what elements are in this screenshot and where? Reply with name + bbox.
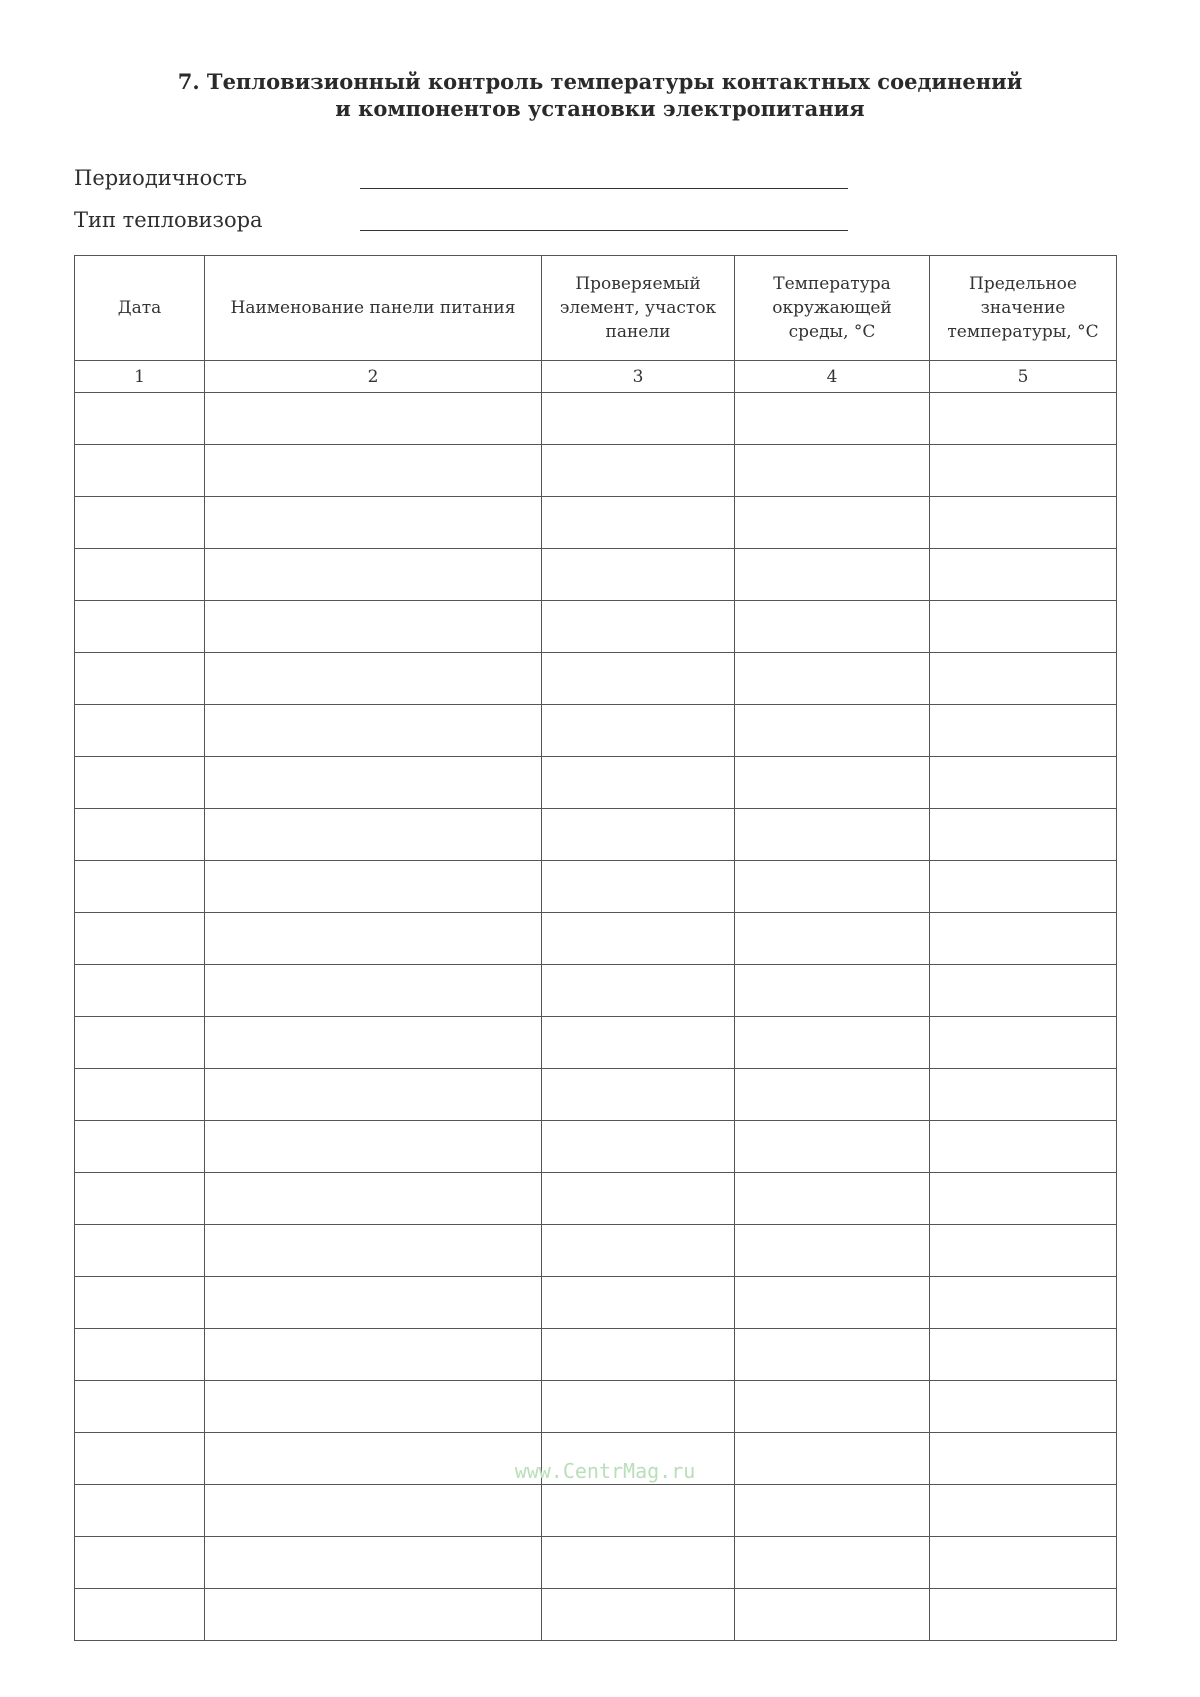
table-row — [75, 1485, 1117, 1537]
table-row — [75, 1173, 1117, 1225]
table-cell[interactable] — [542, 965, 735, 1017]
periodicity-label: Периодичность — [74, 166, 248, 190]
table-cell[interactable] — [75, 1329, 205, 1381]
table-cell[interactable] — [930, 393, 1117, 445]
table-cell[interactable] — [75, 1069, 205, 1121]
header-checked-element: Проверяемый элемент, участок панели — [542, 256, 735, 361]
table-row — [75, 1381, 1117, 1433]
table-cell[interactable] — [735, 393, 930, 445]
thermal-imager-type-field — [74, 206, 854, 240]
table-cell[interactable] — [75, 445, 205, 497]
table-row — [75, 1069, 1117, 1121]
table-cell[interactable] — [735, 1225, 930, 1277]
table-cell[interactable] — [735, 601, 930, 653]
table-cell[interactable] — [930, 1173, 1117, 1225]
table-cell[interactable] — [930, 1537, 1117, 1589]
watermark: www.CentrMag.ru — [514, 1459, 696, 1483]
table-cell[interactable] — [930, 757, 1117, 809]
table-cell[interactable] — [930, 809, 1117, 861]
table-cell[interactable] — [735, 653, 930, 705]
table-row — [75, 809, 1117, 861]
table-cell[interactable] — [930, 1589, 1117, 1641]
table-cell[interactable] — [75, 549, 205, 601]
table-cell[interactable] — [735, 1069, 930, 1121]
table-row — [75, 705, 1117, 757]
table-cell[interactable] — [75, 1381, 205, 1433]
table-cell[interactable] — [930, 861, 1117, 913]
table-cell[interactable] — [542, 1069, 735, 1121]
table-cell[interactable] — [930, 1329, 1117, 1381]
header-limit-temperature: Предельное значение температуры, °С — [930, 256, 1117, 361]
table-cell[interactable] — [205, 1589, 542, 1641]
table-cell[interactable] — [542, 1329, 735, 1381]
table-cell[interactable] — [75, 1277, 205, 1329]
table-cell[interactable] — [205, 809, 542, 861]
table-row — [75, 1017, 1117, 1069]
table-cell[interactable] — [75, 653, 205, 705]
table-cell[interactable] — [542, 809, 735, 861]
table-cell[interactable] — [542, 1485, 735, 1537]
table-cell[interactable] — [205, 1329, 542, 1381]
table-cell[interactable] — [735, 965, 930, 1017]
table-cell[interactable] — [205, 913, 542, 965]
table-row — [75, 757, 1117, 809]
table-cell[interactable] — [75, 393, 205, 445]
table-cell[interactable] — [542, 1173, 735, 1225]
table-cell[interactable] — [205, 1121, 542, 1173]
table-cell[interactable] — [75, 1225, 205, 1277]
table-cell[interactable] — [205, 497, 542, 549]
table-row — [75, 653, 1117, 705]
table-cell[interactable] — [735, 913, 930, 965]
table-cell[interactable] — [542, 653, 735, 705]
table-cell[interactable] — [735, 549, 930, 601]
table-row — [75, 601, 1117, 653]
page-title-line-2: и компонентов установки электропитания — [335, 96, 865, 121]
table-cell[interactable] — [205, 1017, 542, 1069]
table-row — [75, 393, 1117, 445]
table-cell[interactable] — [542, 1017, 735, 1069]
table-cell[interactable] — [930, 1485, 1117, 1537]
table-cell[interactable] — [75, 913, 205, 965]
thermal-inspection-log-table — [74, 255, 1117, 1641]
table-cell[interactable] — [735, 497, 930, 549]
thermal-imager-type-label: Тип тепловизора — [74, 208, 263, 232]
table-cell[interactable] — [75, 1485, 205, 1537]
table-row — [75, 913, 1117, 965]
table-cell[interactable] — [735, 1589, 930, 1641]
table-cell[interactable] — [542, 705, 735, 757]
column-number: 1 — [75, 361, 205, 393]
table-cell[interactable] — [75, 601, 205, 653]
table-cell[interactable] — [75, 861, 205, 913]
header-ambient-temperature: Температура окружающей среды, °С — [735, 256, 930, 361]
table-cell[interactable] — [542, 861, 735, 913]
table-cell[interactable] — [205, 757, 542, 809]
table-row — [75, 497, 1117, 549]
table-cell[interactable] — [735, 1017, 930, 1069]
table-cell[interactable] — [205, 1485, 542, 1537]
table-cell[interactable] — [75, 809, 205, 861]
table-cell[interactable] — [205, 1381, 542, 1433]
thermal-imager-type-blank-line[interactable] — [360, 230, 848, 231]
table-row — [75, 1225, 1117, 1277]
table-row — [75, 445, 1117, 497]
table-cell[interactable] — [75, 497, 205, 549]
table-cell[interactable] — [930, 497, 1117, 549]
table-cell[interactable] — [205, 393, 542, 445]
table-cell[interactable] — [205, 1277, 542, 1329]
table-row — [75, 1589, 1117, 1641]
table-cell[interactable] — [542, 1537, 735, 1589]
table-cell[interactable] — [205, 1225, 542, 1277]
page-title — [0, 68, 1200, 122]
table-cell[interactable] — [205, 445, 542, 497]
column-number: 5 — [930, 361, 1117, 393]
table-cell[interactable] — [205, 705, 542, 757]
table-header-row — [75, 256, 1117, 361]
column-number-row — [75, 361, 1117, 393]
table-cell[interactable] — [205, 1173, 542, 1225]
table-cell[interactable] — [75, 1589, 205, 1641]
table-cell[interactable] — [75, 757, 205, 809]
table-cell[interactable] — [735, 1329, 930, 1381]
table-cell[interactable] — [75, 1173, 205, 1225]
table-cell[interactable] — [75, 1121, 205, 1173]
table-cell[interactable] — [930, 601, 1117, 653]
table-cell[interactable] — [930, 445, 1117, 497]
table-cell[interactable] — [735, 1537, 930, 1589]
table-row — [75, 1277, 1117, 1329]
table-cell[interactable] — [205, 549, 542, 601]
column-number: 2 — [205, 361, 542, 393]
table-cell[interactable] — [542, 549, 735, 601]
table-cell[interactable] — [735, 757, 930, 809]
table-cell[interactable] — [542, 1121, 735, 1173]
table-cell[interactable] — [542, 445, 735, 497]
table-cell[interactable] — [205, 861, 542, 913]
table-cell[interactable] — [542, 757, 735, 809]
table-cell[interactable] — [75, 705, 205, 757]
table-row — [75, 965, 1117, 1017]
header-panel-name: Наименование панели питания — [205, 256, 542, 361]
table-cell[interactable] — [542, 497, 735, 549]
table-row — [75, 1329, 1117, 1381]
table-cell[interactable] — [930, 1277, 1117, 1329]
column-number: 3 — [542, 361, 735, 393]
table-cell[interactable] — [930, 549, 1117, 601]
table-cell[interactable] — [930, 1069, 1117, 1121]
table-cell[interactable] — [75, 1017, 205, 1069]
table-cell[interactable] — [542, 913, 735, 965]
table-cell[interactable] — [542, 1589, 735, 1641]
table-cell[interactable] — [205, 601, 542, 653]
table-cell[interactable] — [930, 1121, 1117, 1173]
column-number: 4 — [735, 361, 930, 393]
table-cell[interactable] — [930, 1381, 1117, 1433]
table-cell[interactable] — [930, 1225, 1117, 1277]
table-cell[interactable] — [735, 1485, 930, 1537]
table-cell[interactable] — [542, 393, 735, 445]
table-cell[interactable] — [542, 1225, 735, 1277]
table-cell[interactable] — [542, 601, 735, 653]
table-cell[interactable] — [930, 705, 1117, 757]
table-cell[interactable] — [735, 705, 930, 757]
table-row — [75, 549, 1117, 601]
table-cell[interactable] — [205, 1069, 542, 1121]
table-cell[interactable] — [930, 965, 1117, 1017]
table-cell[interactable] — [930, 653, 1117, 705]
table-cell[interactable] — [75, 965, 205, 1017]
table-cell[interactable] — [930, 913, 1117, 965]
table-cell[interactable] — [735, 445, 930, 497]
table-cell[interactable] — [205, 965, 542, 1017]
header-date: Дата — [75, 256, 205, 361]
table-cell[interactable] — [735, 1277, 930, 1329]
table-cell[interactable] — [735, 809, 930, 861]
table-cell[interactable] — [735, 861, 930, 913]
table-row — [75, 861, 1117, 913]
periodicity-blank-line[interactable] — [360, 188, 848, 189]
table-cell[interactable] — [542, 1277, 735, 1329]
table-row — [75, 1121, 1117, 1173]
table-cell[interactable] — [735, 1381, 930, 1433]
table-row — [75, 1537, 1117, 1589]
entry-rows — [75, 393, 1117, 1641]
table-cell[interactable] — [735, 1173, 930, 1225]
periodicity-field — [74, 164, 854, 198]
table-cell[interactable] — [205, 653, 542, 705]
table-cell[interactable] — [75, 1537, 205, 1589]
table-cell[interactable] — [735, 1121, 930, 1173]
table-cell[interactable] — [205, 1537, 542, 1589]
table-cell[interactable] — [930, 1017, 1117, 1069]
table-cell[interactable] — [542, 1381, 735, 1433]
page-title-line-1: 7. Тепловизионный контроль температуры контактных соединений — [177, 69, 1023, 94]
